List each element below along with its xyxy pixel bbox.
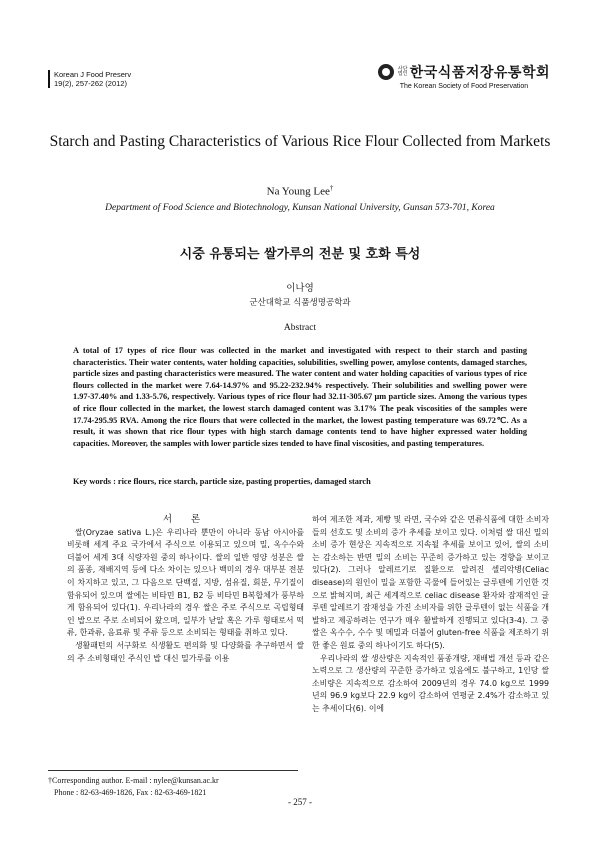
section-heading-introduction: 서 론 [162,514,209,525]
intro-paragraph-1: 쌀(Oryzae sativa L.)은 우리나라 뿐만이 아니라 동남 아시아를 비롯해 세계 주요 국가에서 주식으로 이용되고 있으며 밀, 옥수수와 더불어 세계 3대 식량자원 중의 하나이다. 쌀의 일반 영양 성분은 쌀의 품종, 재배지역 등에 다소 차이는 있으나 백미의 경우 대부분 전분이 차지하고 있고, 그 다음으로 단백질, 지방, 섬유질, 회분, 무기질이 함유되어 있으며 쌀에는 비타민 B1, B2 등 비타민 B복합체가 풍부하게 함유되어 있다(1). 우리나라의 경우 쌀은 주로 주식으로 곡립형태인 밥으로 주로 소비되어 왔으며, 일부가 낟알 혹은 가루 형태로서 떡류, 한과류, 음료류 및 주류 등으로 소비되는 형태를 취하고 있다. [67,527,304,638]
journal-name: Korean J Food Preserv [54,70,132,79]
korean-author: 이나영 [286,283,314,294]
body-column-right [312,514,549,716]
intro-paragraph-4: 우리나라의 쌀 생산량은 지속적인 품종개량, 재배법 개선 등과 같은 노력으로 그 생산량의 꾸준한 증가하고 있음에도 불구하고, 1인당 쌀 소비량은 지속적으로 감소하여 2009년의 경우 74.0 kg으로 1999년의 96.9 kg보다 22.9 kg이 감소하여 연평균 2.4%가 감소하고 있는 추세이다(6). 이에 [312,653,549,713]
society-emblem-icon [378,64,394,80]
journal-citation [48,70,131,88]
intro-paragraph-3: 하여 제조한 제과, 제빵 및 라면, 국수와 같은 면류식품에 대한 소비자들의 선호도 및 소비의 증가 추세를 보이고 있다. 이처럼 쌀 대신 밀의 소비 증가 현상은 지속적으로 지속될 추세를 보이고 있어, 쌀의 소비는 감소하는 반면 밀의 소비는 꾸준히 증가하고 있는 경향을 보이고 있다(2). 그러나 알레르기로 질환으로 알려진 셀리악병(Celiac disease)의 원인이 밀을 포함한 곡물에 들어있는 글루텐에 기인한 것으로 밝혀지며, 최근 세계적으로 celiac disease 환자와 잠재적인 글루텐 알레르기 잠재성을 가진 소비자를 위한 글루텐이 없는 식품을 개발하고 제공하려는 연구가 매우 활발하게 진행되고 있다(3-4). 그 중 쌀은 옥수수, 수수 및 메밀과 더불어 gluten-free 식품을 제조하기 위한 좋은 원료 중의 하나이기도 하다(5). [312,515,549,650]
korean-title: 시중 유통되는 쌀가루의 전분 및 호화 특성 [179,247,421,262]
korean-affiliation: 군산대학교 식품생명공학과 [249,298,351,308]
abstract-text: A total of 17 types of rice flour was collected in the market and investigated with respect to their starch and pasting characteristics. Their water contents, water holding capacities, solubilities, swelling power, amylose contents, damaged starches, particle sizes and pasting characteristics were measured. The water content and water holding capacities of various types of rice flours collected in the market were 7.64-14.97% and 95.22-232.94% respectively. Their solubilities and swelling power were 1.97-37.40% and 1.33-5.76, respectively. Various types of rice flour had 32.11-305.67 μm particle sizes. Among the various types of rice flour collected in the market, the lowest starch damaged content was 3.17% The peak viscosities of the samples were 17.74-295.95 RVA. Among the rice flours that were collected in the market, the lowest pasting temperature was 69.72℃. As a result, it was shown that rice flour types with high starch damage contents tend to have higher expressed water holding capacities. Moreover, the samples with lower particle sizes tended to have final viscosities, and pasting temperatures. [73,346,527,448]
body-column-left [67,514,304,665]
page-number: - 257 - [288,797,312,807]
keywords: Key words : rice flours, rice starch, particle size, pasting properties, damaged starch [73,477,371,486]
society-english-name: The Korean Society of Food Preservation [399,83,529,90]
corresponding-author-phone: Phone : 82-63-469-1826, Fax : 82-63-469-1821 [54,788,207,797]
society-korean-name: 한국식품저장유통학회 [409,65,550,81]
author-affiliation: Department of Food Science and Biotechnology, Kunsan National University, Gunsan 573-701, Korea [105,203,495,213]
journal-volume: 19(2), 257-262 (2012) [54,79,127,88]
paper-title: Starch and Pasting Characteristics of Various Rice Flour Collected from Markets [49,133,551,150]
corresponding-author-email: †Corresponding author. E-mail : nylee@kunsan.ac.kr [48,776,219,785]
society-type-label: 사단 법인 [397,66,408,77]
author-name: Na Young Lee [266,185,330,198]
footnote [48,770,298,799]
intro-paragraph-2: 생활패턴의 서구화로 식생활도 편의화 및 다양화를 추구하면서 쌀의 주 소비형태인 주식인 밥 대신 밀가루를 이용 [67,640,304,663]
society-logo [378,62,550,90]
corresponding-mark: † [329,184,334,192]
author-line [0,184,600,198]
abstract-heading: Abstract [283,323,317,333]
